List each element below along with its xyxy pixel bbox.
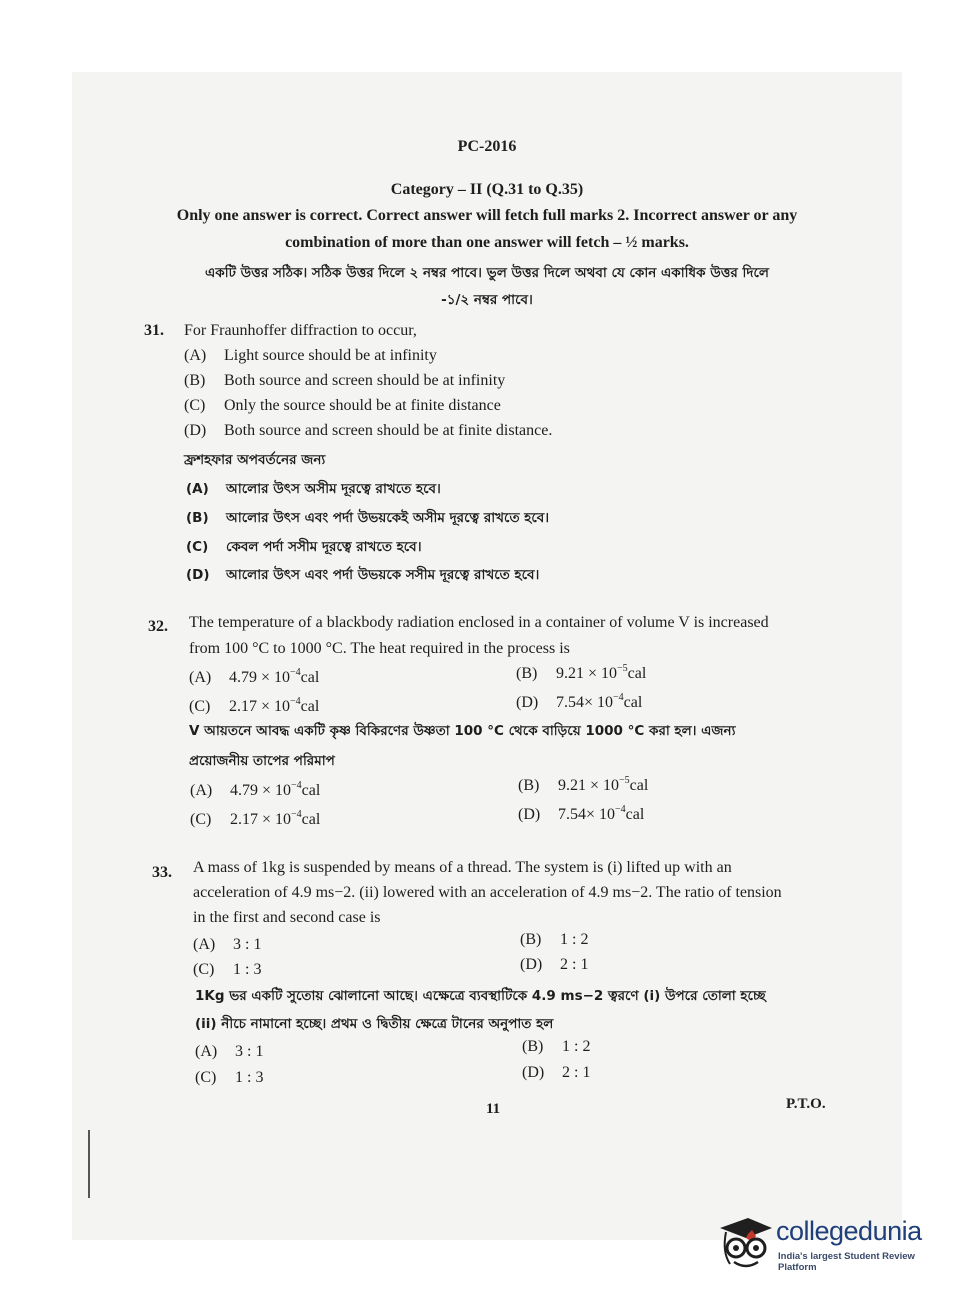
question-text-bn-line-1: 1Kg ভর একটি সুতোয় ঝোলানো আছে। এক্ষেত্রে ব্যবস্থাটিকে 4.9 ms−2 ত্বরণে (i) উপরে তোলা হচ্ছে	[195, 988, 766, 1004]
option-c-bn: (C) কেবল পর্দা সসীম দূরত্বে রাখতে হবে।	[186, 539, 422, 555]
question-number: 32.	[148, 618, 168, 635]
option-d-en: (D) 2 : 1	[520, 956, 589, 973]
option-d-bn: (D) 2 : 1	[522, 1064, 591, 1081]
margin-rule	[88, 1130, 90, 1198]
option-c-en: (C) $2.17 \times 10^{-4}cal$	[189, 696, 320, 715]
question-text-bn-line-2: (ii) নীচে নামানো হচ্ছে। প্রথম ও দ্বিতীয় ক্ষেত্রে টানের অনুপাত হল	[195, 1016, 554, 1032]
category-heading: Category – II (Q.31 to Q.35)	[390, 181, 584, 198]
option-b-en: (B) $9.21 \times 10^{-5}cal$	[516, 663, 647, 682]
option-c-en: (C) Only the source should be at finite distance	[184, 397, 501, 414]
instruction-en-line-2: combination of more than one answer will fetch – ½ marks.	[285, 234, 689, 251]
question-text-bn-line-1: V আয়তনে আবদ্ধ একটি কৃষ্ণ বিকিরণের উষ্ণতা 100 °C থেকে বাড়িয়ে 1000 °C করা হল। এজন্য	[189, 723, 736, 739]
option-b-bn: (B) $9.21 \times 10^{-5}cal$	[518, 775, 649, 794]
question-text-en-line-1: The temperature of a blackbody radiation enclosed in a container of volume V is increased	[189, 614, 769, 631]
question-number: 31.	[144, 322, 164, 339]
graduate-mascot-icon	[712, 1212, 772, 1272]
option-a-en: (A) Light source should be at infinity	[184, 347, 437, 364]
option-a-bn: (A) আলোর উৎস অসীম দূরত্বে রাখতে হবে।	[186, 481, 441, 497]
page-number: 11	[486, 1101, 501, 1117]
option-d-bn: (D) $7.54\times 10^{-4}cal$	[518, 804, 645, 823]
option-d-en: (D) $7.54\times 10^{-4}cal$	[516, 692, 643, 711]
option-b-en: (B) Both source and screen should be at infinity	[184, 372, 506, 389]
question-text-en-line-3: in the first and second case is	[193, 909, 381, 926]
instruction-bn-line-2: -১/২ নম্বর পাবে।	[441, 292, 533, 308]
instruction-en-line-1: Only one answer is correct. Correct answer will fetch full marks 2. Incorrect answer or any	[176, 207, 798, 224]
question-text-bn: ফ্রশহফার অপবর্তনের জন্য	[184, 452, 326, 468]
question-text-en-line-1: A mass of 1kg is suspended by means of a thread. The system is (i) lifted up with an	[193, 859, 732, 876]
collegedunia-watermark	[712, 1212, 952, 1272]
instruction-bn-line-1: একটি উত্তর সঠিক। সঠিক উত্তর দিলে ২ নম্বর পাবে। ভুল উত্তর দিলে অথবা যে কোন একাধিক উত্তর দিলে	[205, 265, 769, 281]
option-b-bn: (B) আলোর উৎস এবং পর্দা উভয়কেই অসীম দূরত্বে রাখতে হবে।	[186, 510, 550, 526]
option-d-bn: (D) আলোর উৎস এবং পর্দা উভয়কে সসীম দূরত্বে রাখতে হবে।	[186, 567, 540, 583]
option-c-en: (C) 1 : 3	[193, 961, 262, 978]
option-a-bn: (A) 3 : 1	[195, 1043, 264, 1060]
pto-label: P.T.O.	[786, 1096, 826, 1112]
option-a-en: (A) 3 : 1	[193, 936, 262, 953]
option-a-bn: (A) $4.79 \times 10^{-4}cal$	[190, 780, 321, 799]
question-text-bn-line-2: প্রয়োজনীয় তাপের পরিমাপ	[189, 753, 335, 769]
option-b-bn: (B) 1 : 2	[522, 1038, 591, 1055]
option-c-bn: (C) 1 : 3	[195, 1069, 264, 1086]
paper-code: PC-2016	[457, 138, 517, 155]
option-c-bn: (C) $2.17 \times 10^{-4}cal$	[190, 809, 321, 828]
brand-name: collegedunia	[776, 1216, 922, 1246]
option-d-en: (D) Both source and screen should be at finite distance.	[184, 422, 553, 439]
option-a-en: (A) $4.79 \times 10^{-4}cal$	[189, 667, 320, 686]
option-b-en: (B) 1 : 2	[520, 931, 589, 948]
question-text-en-line-2: acceleration of 4.9 ms−2. (ii) lowered with an acceleration of 4.9 ms−2. The ratio of tension	[193, 884, 782, 901]
question-text-en-line-2: from 100 °C to 1000 °C. The heat required in the process is	[189, 640, 570, 657]
question-text-en: For Fraunhoffer diffraction to occur,	[184, 322, 417, 339]
brand-tagline: India's largest Student Review Platform	[778, 1251, 915, 1273]
question-number: 33.	[152, 864, 172, 881]
